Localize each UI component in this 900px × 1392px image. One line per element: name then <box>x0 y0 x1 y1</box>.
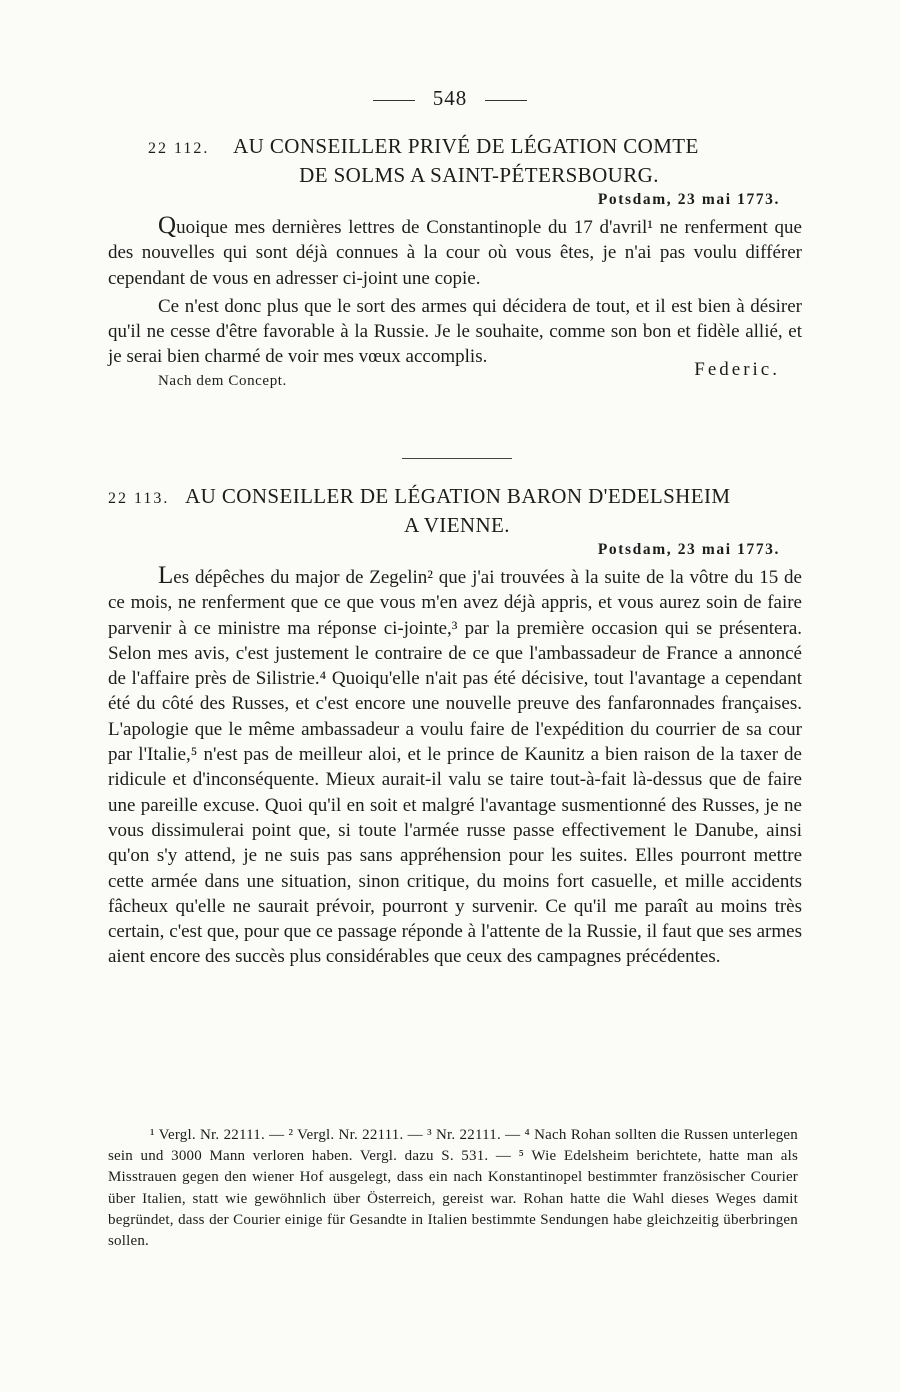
letter-body <box>108 213 802 370</box>
letter-heading <box>108 133 802 188</box>
place-date: Potsdam, 23 mai 1773. <box>597 541 780 558</box>
letter-title-line-1: AU CONSEILLER PRIVÉ DE LÉGATION COMTE <box>233 134 699 158</box>
letter-title-line-1: AU CONSEILLER DE LÉGATION BARON D'EDELSHEIM <box>185 484 731 508</box>
letter-title-line-2: DE SOLMS A SAINT-PÉTERSBOURG. <box>299 163 659 187</box>
signature-row <box>108 358 802 395</box>
signature: Federic. <box>694 358 780 380</box>
letter-22112 <box>108 133 802 395</box>
footnote-text: ¹ Vergl. Nr. 22111. — ² Vergl. Nr. 22111. — ³ Nr. 22111. — ⁴ Nach Rohan sollten die Russen unterlegen sein und 3000 Mann verloren haben. Vergl. dazu S. 531. — ⁵ Wie Edelsheim berichtete, hatte man als Misstrauen gegen den wiener Hof ausgelegt, dass ein nach Konstantinopel bestimmter französischer Courier über Italien, statt wie gewöhnlich über Österreich, gereist war. Rohan hatte die Wahl dieses Weges damit begründet, dass der Courier einige für Gesandte in Italien bestimmte Sendungen habe gleichzeitig überbringen sollen. <box>108 1127 798 1250</box>
heading-line-1 <box>108 483 802 512</box>
letter-number: 22 112. <box>148 140 210 157</box>
letter-body <box>108 563 802 970</box>
header-rule-right <box>485 100 527 101</box>
letter-title-line-2: A VIENNE. <box>404 513 510 537</box>
source-note: Nach dem Concept. <box>158 372 287 389</box>
footnotes <box>108 1125 798 1252</box>
paragraph: Ce n'est donc plus que le sort des armes qui décidera de tout, et il est bien à désirer qu'il ne cesse d'être favorable à la Russie. Je le souhaite, comme son bon et fidèle allié, et je serai bien charmé de voir mes vœux accomplis. <box>108 295 802 368</box>
place-date: Potsdam, 23 mai 1773. <box>597 191 780 208</box>
heading-line-1 <box>108 133 802 162</box>
page-header <box>0 86 900 111</box>
letter-heading <box>108 483 802 538</box>
paragraph: Les dépêches du major de Zegelin² que j'ai trouvées à la suite de la vôtre du 15 de ce mois, ne renferment que ce que vous m'en avez déjà appris, et vous aurez soin de faire parvenir à ce ministre ma réponse ci-jointe,³ par la première occasion qui se présentera. Selon mes avis, c'est justement le contraire de ce que l'ambassadeur de France a annoncé de l'affaire près de Silistrie.⁴ Quoiqu'elle n'ait pas été décisive, tout l'avantage a cependant été du côté des Russes, et c'est encore une nouvelle preuve des fanfaronnades françaises. L'apologie que le même ambassadeur a voulu faire de l'expédition du courrier de sa cour par l'Italie,⁵ n'est pas de meilleur aloi, et le prince de Kaunitz a bien raison de la taxer de ridicule et d'inconséquente. Mieux aurait-il valu se taire tout-à-fait là-dessus que de faire une pareille excuse. Quoi qu'il en soit et malgré l'avantage susmentionné des Russes, je ne vous dissimulerai point que, si toute l'armée russe passe effectivement le Danube, ainsi qu'on s'y attend, je ne suis pas sans appréhension pour les suites. Elles pourront mettre cette armée dans une situation, sinon critique, du moins fort casuelle, et mille accidents fâcheux qu'elle ne saurait prévoir, pourront y survenir. Ce qu'il me paraît au moins très certain, c'est que, pour que ce passage réponde à l'attente de la Russie, il faut que ses armes aient encore des succès plus considérables que ceux des campagnes précédentes. <box>108 562 802 968</box>
paragraph: Quoique mes dernières lettres de Constantinople du 17 d'avril¹ ne renferment que des nouvelles qui sont déjà connues à la cour où vous êtes, je n'ai pas voulu différer cependant de vous en adresser ci-joint une copie. <box>108 212 802 289</box>
letter-22113 <box>108 483 802 970</box>
page-number: 548 <box>432 86 468 110</box>
letter-number: 22 113. <box>108 490 170 507</box>
section-divider <box>402 458 512 459</box>
header-rule-left <box>373 100 415 101</box>
